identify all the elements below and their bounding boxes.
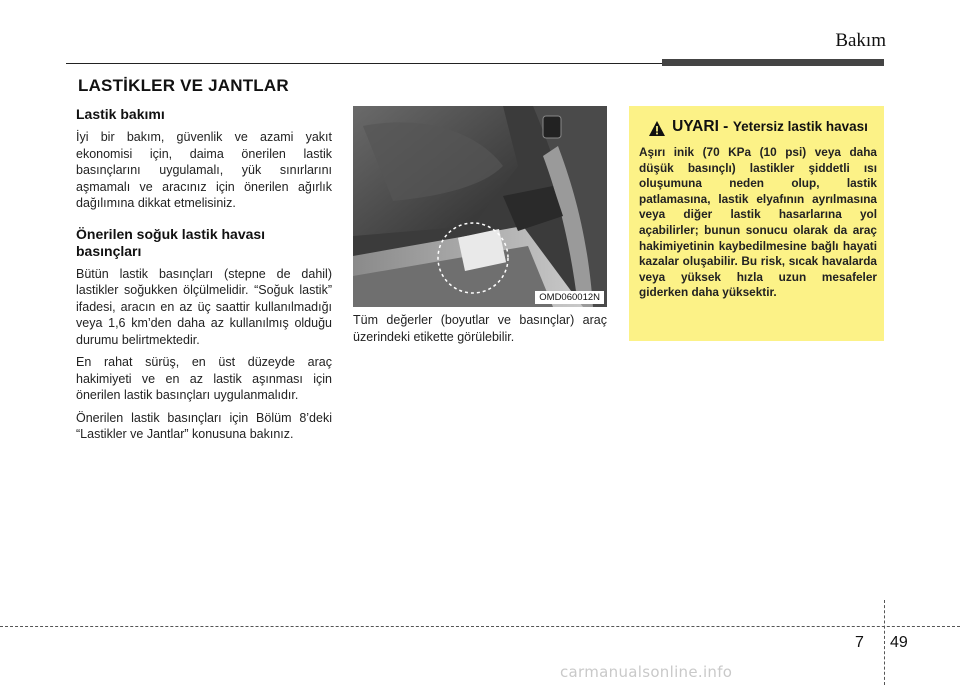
paragraph-reference: Önerilen lastik basınçları için Bölüm 8’deki “Lastikler ve Jantlar” konusuna bakınız. (76, 410, 332, 441)
chapter-header-title: Bakım (835, 30, 886, 51)
page-number: 49 (890, 634, 908, 651)
warning-label: UYARI - (672, 118, 729, 135)
warning-subject: Yetersiz lastik havası (732, 119, 868, 134)
text-column (76, 106, 332, 449)
header-rule-accent (662, 59, 884, 66)
heading-cold-pressure: Önerilen soğuk lastik havası basınçları (76, 225, 266, 259)
warning-box (629, 106, 884, 341)
paragraph-comfort: En rahat sürüş, en üst düzeyde araç hakimiyeti ve en az lastik aşınması için önerilen lastik basınçları uygulanmalıdır. (76, 355, 332, 402)
paragraph-tire-care: İyi bir bakım, güvenlik ve azami yakıt ekonomisi için, daima önerilen lastik basınçlarını uygulamalı, yük sınırlarını aşmamalı ve aracınız için önerilen ağırlık dağılımına dikkat etmelisiniz. (76, 130, 332, 210)
section-title: LASTİKLER VE JANTLAR (78, 76, 289, 95)
figure-code: OMD060012N (535, 291, 604, 304)
figure-caption: Tüm değerler (boyutlar ve basınçlar) araç üzerindeki etikette görülebilir. (353, 313, 607, 344)
chapter-number: 7 (855, 634, 864, 651)
heading-tire-care: Lastik bakımı (76, 106, 165, 122)
footer-dashed-rule (0, 626, 960, 627)
watermark: carmanualsonline.info (560, 663, 733, 681)
door-sill-illustration (353, 106, 607, 307)
tire-label-photo (353, 106, 607, 307)
footer-dashed-divider (884, 600, 885, 685)
header-rule (66, 63, 662, 64)
paragraph-cold-tire: Bütün lastik basınçları (stepne de dahil) lastikler soğukken ölçülmelidir. “Soğuk lastik” ifadesi, aracın en az üç saattir kullanılmadığı veya 1,6 km’den daha az kullanılmış olduğu durumu belirtmektedir. (76, 266, 332, 347)
warning-body: Aşırı inik (70 KPa (10 psi) veya daha düşük basınçlı) lastikler şiddetli ısı oluşumuna neden olup, lastik patlamasına, lastik elyafının ayrılmasına veya diğer lastik hasarlarına yol açabilirler; bunun sonucu olarak da araç hakimiyetinin kaybedilmesine bağlı hayati kazalar oluşabilir. Bu risk, sıcak havalarda veya yüksek hızla uzun mesafeler giderken daha yüksektir. (639, 145, 877, 300)
warning-triangle-icon (648, 120, 666, 137)
warning-title (639, 118, 877, 137)
